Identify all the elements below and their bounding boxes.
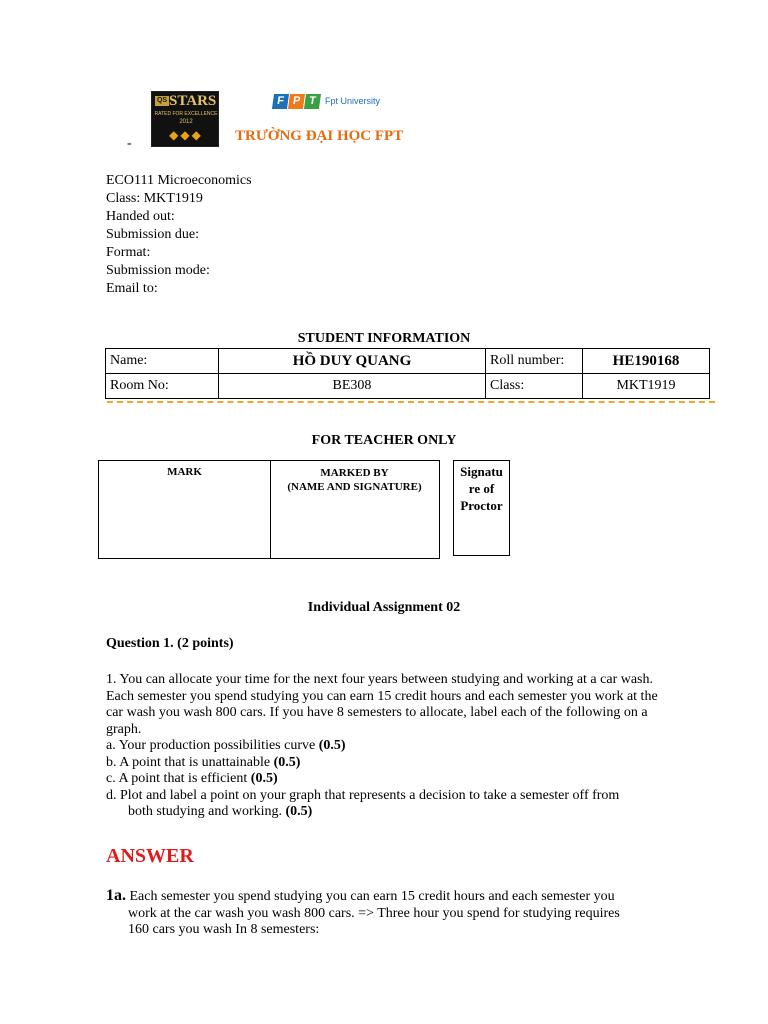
question-part-d-cont bbox=[106, 804, 666, 821]
dotted-separator bbox=[107, 401, 715, 403]
email-line: Email to: bbox=[106, 281, 158, 296]
marked-by-label: MARKED BY bbox=[320, 467, 389, 479]
question-1-heading: Question 1. (2 points) bbox=[106, 636, 234, 651]
proctor-line-2: re of bbox=[468, 481, 495, 496]
student-info-table bbox=[105, 348, 710, 399]
class-label: Class: bbox=[486, 374, 583, 399]
class-line: Class: MKT1919 bbox=[106, 191, 203, 206]
stars-logo bbox=[151, 91, 219, 147]
handed-out-line: Handed out: bbox=[106, 209, 175, 224]
marked-by-header bbox=[270, 466, 439, 494]
answer-1a-text1: Each semester you spend studying you can earn 15 credit hours and each semester you bbox=[126, 889, 615, 904]
answer-1a bbox=[106, 888, 666, 939]
dash-mark: - bbox=[127, 136, 132, 151]
part-c-text: c. A point that is efficient bbox=[106, 771, 251, 786]
fpt-logo bbox=[273, 93, 380, 115]
part-c-points: (0.5) bbox=[250, 771, 278, 786]
answer-1a-label: 1a. bbox=[106, 887, 126, 904]
format-line: Format: bbox=[106, 245, 151, 260]
submission-mode-line: Submission mode: bbox=[106, 263, 210, 278]
teacher-mark-box bbox=[98, 460, 440, 559]
question-part-a bbox=[106, 738, 666, 755]
stars-year: 2012 bbox=[179, 119, 193, 125]
submission-due-line: Submission due: bbox=[106, 227, 199, 242]
fpt-letter-t: T bbox=[304, 94, 321, 109]
part-a-text: a. Your production possibilities curve bbox=[106, 738, 319, 753]
roll-value: HE190168 bbox=[583, 349, 710, 374]
part-d-text2: both studying and working. bbox=[128, 804, 286, 819]
answer-heading: ANSWER bbox=[106, 845, 194, 867]
class-value: MKT1919 bbox=[583, 374, 710, 399]
part-a-points: (0.5) bbox=[318, 738, 346, 753]
school-name: TRƯỜNG ĐẠI HỌC FPT bbox=[235, 128, 404, 144]
course-line: ECO111 Microeconomics bbox=[106, 173, 252, 188]
fpt-university-text: Fpt University bbox=[325, 96, 381, 106]
name-label: Name: bbox=[106, 349, 219, 374]
question-part-b bbox=[106, 755, 666, 772]
answer-1a-line3: 160 cars you wash In 8 semesters: bbox=[128, 922, 320, 937]
proctor-line-3: Proctor bbox=[460, 498, 503, 513]
question-intro: 1. You can allocate your time for the next four years between studying and working at a car wash. Each semester you spend studying you can earn 15 credit hours and each semester you work at the car wash you wash 800 cars. If you have 8 semesters to allocate, label each of the following on a graph. bbox=[106, 672, 658, 737]
part-d-points: (0.5) bbox=[285, 804, 313, 819]
fpt-letter-p: P bbox=[288, 94, 305, 109]
qs-badge: QS bbox=[156, 97, 168, 104]
question-part-c bbox=[106, 771, 666, 788]
answer-1a-line2: work at the car wash you wash 800 cars. => Three hour you spend for studying requires bbox=[128, 905, 620, 921]
part-b-points: (0.5) bbox=[273, 754, 301, 770]
stars-rated-text: RATED FOR EXCELLENCE bbox=[154, 111, 218, 117]
proctor-line-1: Signatu bbox=[460, 464, 503, 479]
fpt-letter-f: F bbox=[272, 94, 289, 109]
course-info bbox=[106, 172, 252, 298]
teacher-only-title: FOR TEACHER ONLY bbox=[311, 433, 457, 448]
roll-label: Roll number: bbox=[486, 349, 583, 374]
room-value: BE308 bbox=[219, 374, 486, 399]
student-info-title: STUDENT INFORMATION bbox=[297, 331, 471, 346]
assignment-title: Individual Assignment 02 bbox=[307, 600, 461, 615]
part-b-text: b. A point that is unattainable bbox=[106, 754, 274, 770]
answer-1a-line1 bbox=[106, 888, 666, 906]
question-part-d: d. Plot and label a point on your graph that represents a decision to take a semester off from bbox=[106, 787, 620, 803]
proctor-signature-box bbox=[453, 460, 510, 556]
stars-wordmark: STARS bbox=[169, 93, 217, 109]
name-value: HỒ DUY QUANG bbox=[219, 349, 486, 374]
stars-dots: ◆◆◆ bbox=[169, 128, 203, 142]
room-label: Room No: bbox=[106, 374, 219, 399]
marked-by-sub: (NAME AND SIGNATURE) bbox=[287, 481, 422, 493]
question-1-body bbox=[106, 672, 666, 821]
mark-header: MARK bbox=[167, 466, 202, 478]
